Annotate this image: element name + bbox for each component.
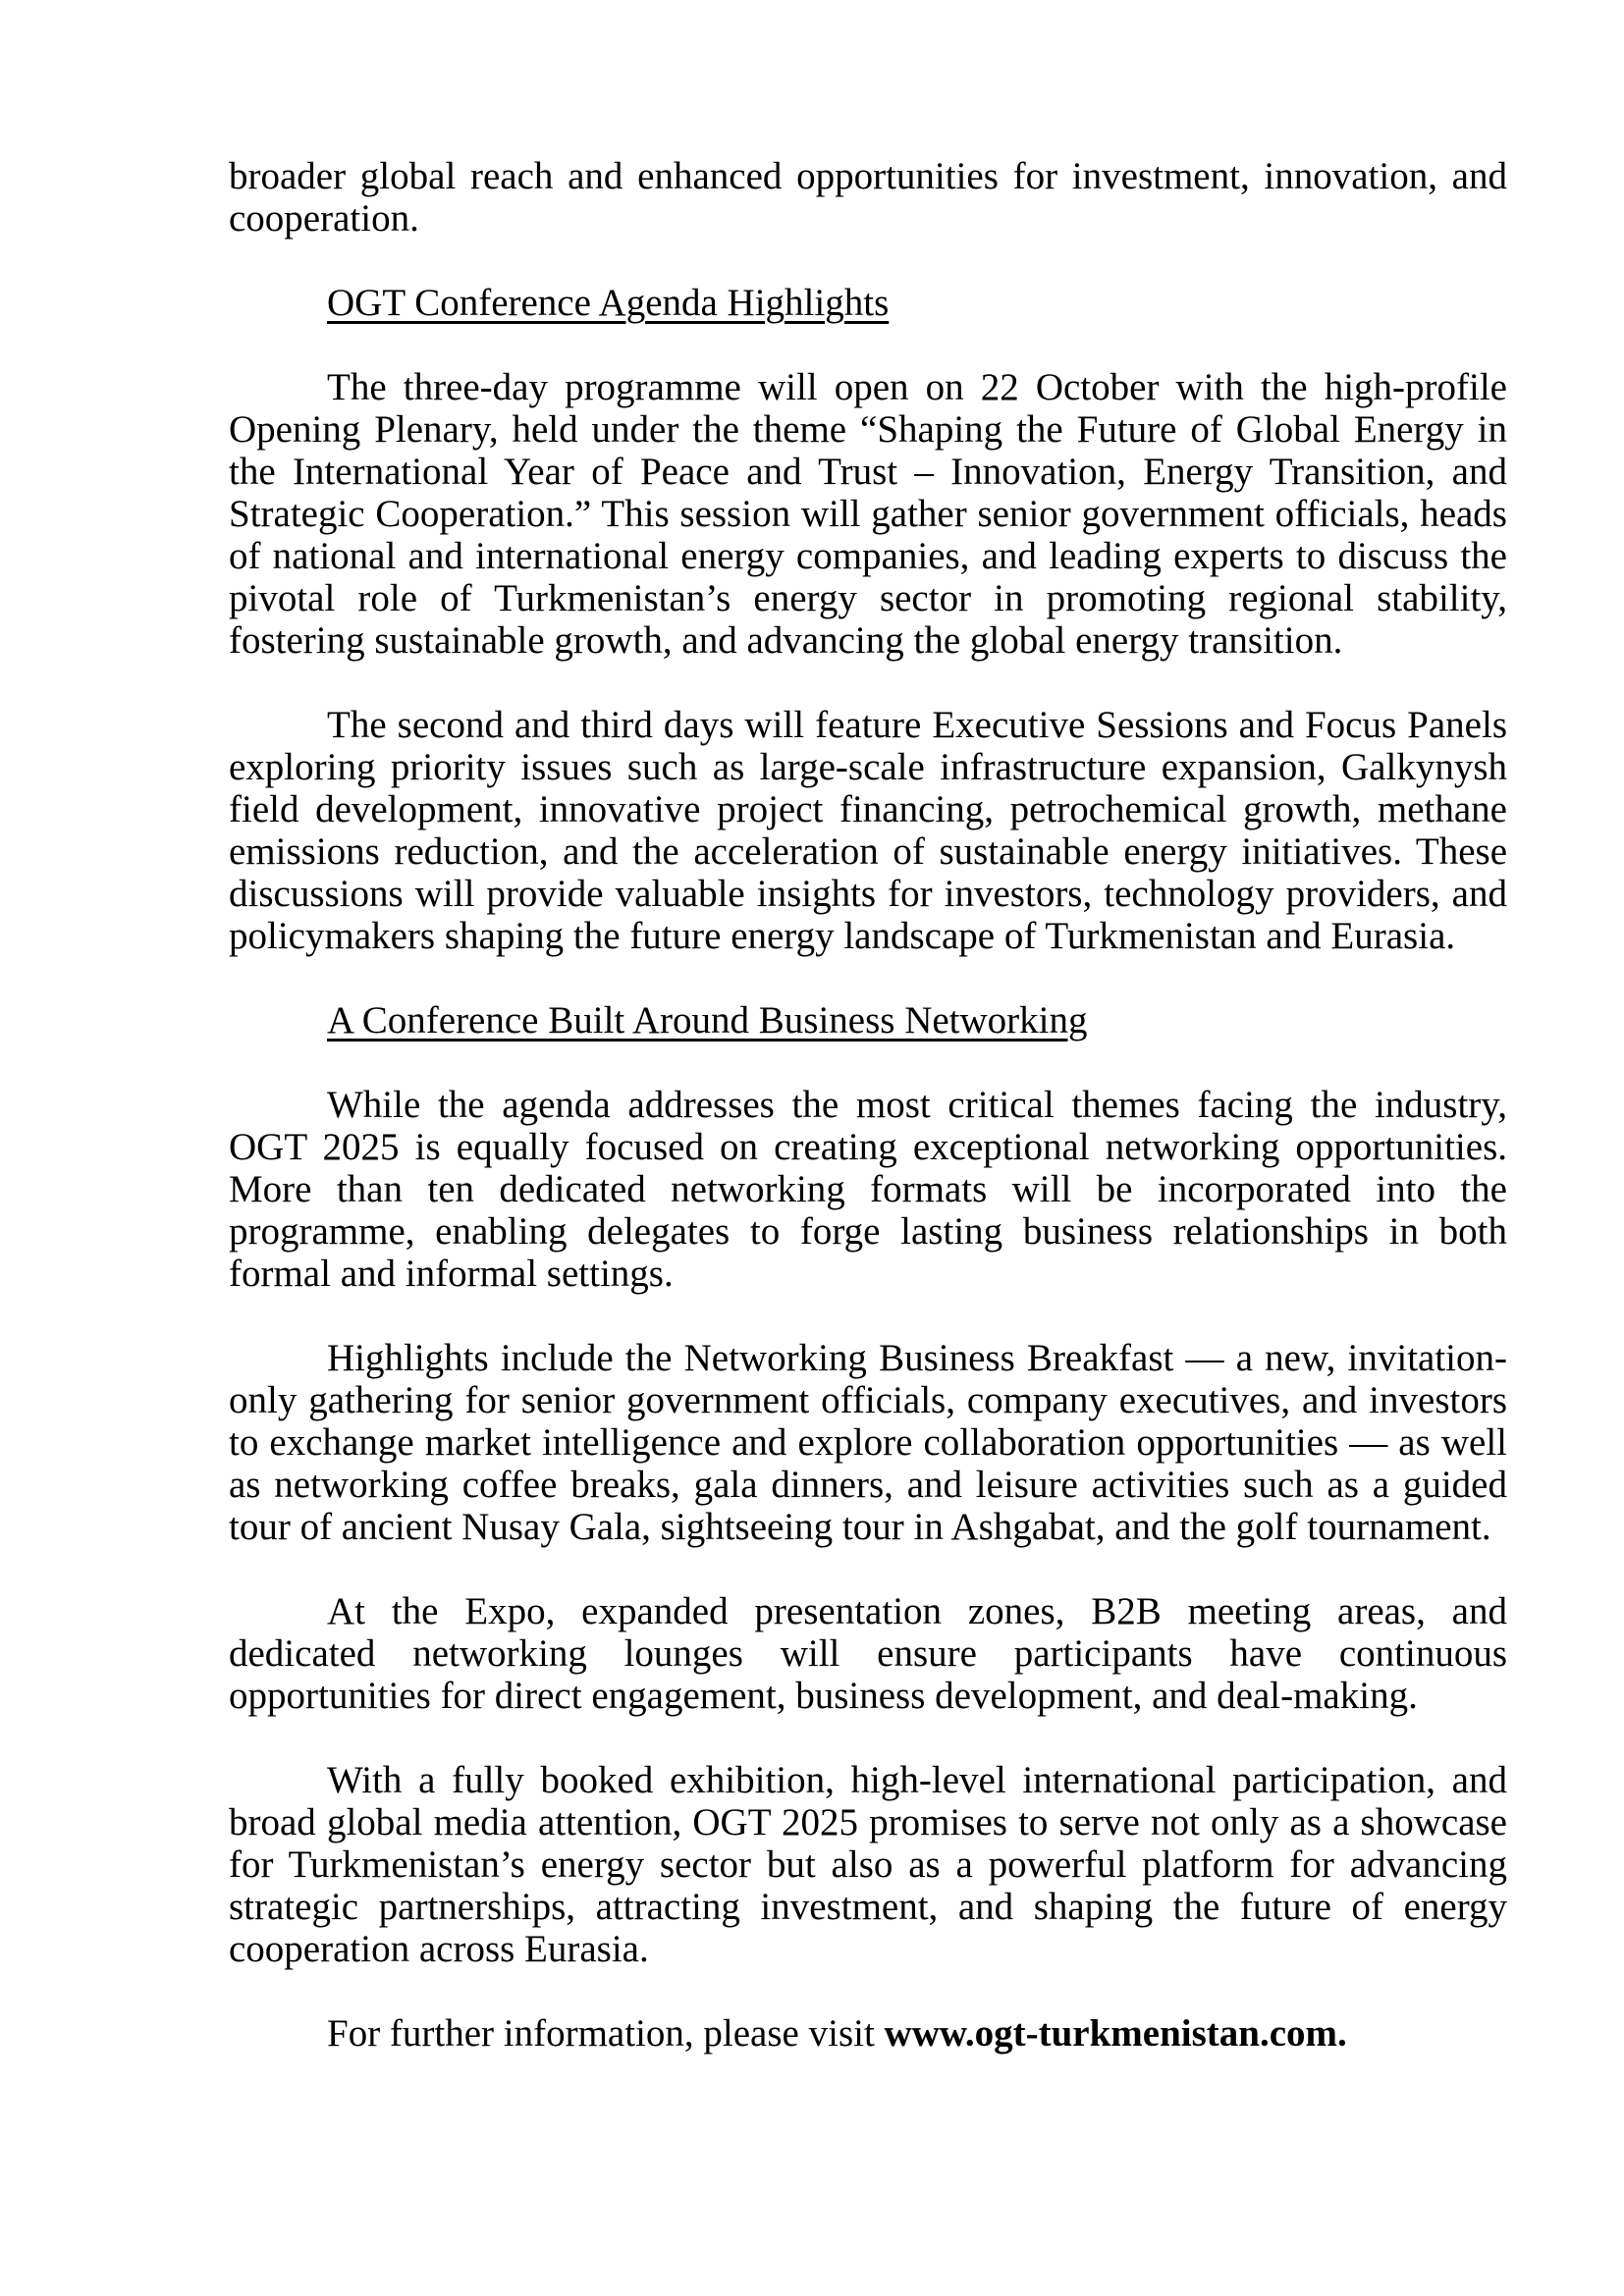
paragraph-conclusion: With a fully booked exhibition, high-level international participation, and broad global media attention, OGT 2025 promises to serve not only as a showcase for Turkmenistan’s energy sector but also as a powerful platform for advancing strategic partnerships, attracting investment, and shaping the future of energy cooperation across Eurasia.: [229, 1759, 1507, 1970]
paragraph-executive-sessions: The second and third days will feature Executive Sessions and Focus Panels exploring priority issues such as large-scale infrastructure expansion, Galkynysh field development, innovative project financing, petrochemical growth, methane emissions reduction, and the acceleration of sustainable energy initiatives. These discussions will provide valuable insights for investors, technology providers, and policymakers shaping the future energy landscape of Turkmenistan and Eurasia.: [229, 704, 1507, 957]
website-url-text: www.ogt-turkmenistan.com.: [884, 2012, 1347, 2055]
section-heading-text: OGT Conference Agenda Highlights: [327, 282, 890, 324]
paragraph-opening-plenary: The three-day programme will open on 22 October with the high-profile Opening Plenary, held under the theme “Shaping the Future of Global Energy in the International Year of Peace and Trust – Innovation, Energy Transition, and Strategic Cooperation.” This session will gather senior government officials, heads of national and international energy companies, and leading experts to discuss the pivotal role of Turkmenistan’s energy sector in promoting regional stability, fostering sustainable growth, and advancing the global energy transition.: [229, 366, 1507, 662]
paragraph-networking-highlights: Highlights include the Networking Business Breakfast — a new, invitation-only gathering for senior government officials, company executives, and investors to exchange market intelligence and explore collaboration opportunities — as well as networking coffee breaks, gala dinners, and leisure activities such as a guided tour of ancient Nusay Gala, sightseeing tour in Ashgabat, and the golf tournament.: [229, 1337, 1507, 1548]
paragraph-networking-focus: While the agenda addresses the most critical themes facing the industry, OGT 2025 is equally focused on creating exceptional networking opportunities. More than ten dedicated networking formats will be incorporated into the programme, enabling delegates to forge lasting business relationships in both formal and informal settings.: [229, 1084, 1507, 1295]
paragraph-further-information: [229, 2012, 1507, 2055]
paragraph-continuation: broader global reach and enhanced opportunities for investment, innovation, and cooperation.: [229, 155, 1507, 240]
closing-text: For further information, please visit: [327, 2012, 885, 2055]
paragraph-expo-zones: At the Expo, expanded presentation zones, B2B meeting areas, and dedicated networking lounges will ensure participants have continuous opportunities for direct engagement, business development, and deal-making.: [229, 1590, 1507, 1717]
section-heading-text: A Conference Built Around Business Networking: [327, 999, 1088, 1041]
section-heading-business-networking: [229, 999, 1507, 1041]
section-heading-agenda-highlights: [229, 282, 1507, 324]
